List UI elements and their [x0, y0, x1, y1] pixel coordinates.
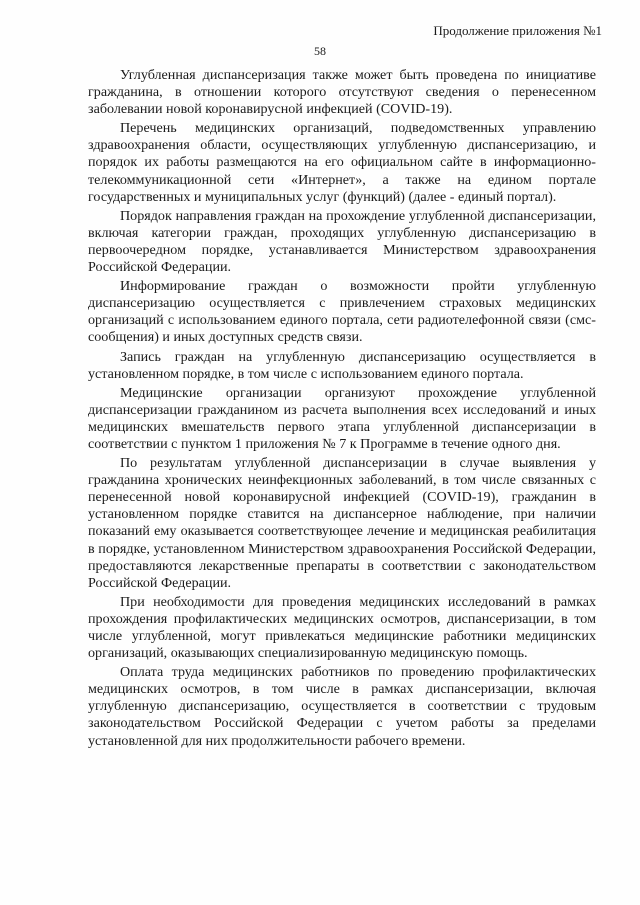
paragraph-registration: Запись граждан на углубленную диспансеризацию осуществляется в установленном порядке, в том числе с использованием единого портала. — [88, 348, 596, 382]
paragraph-one-day-examination: Медицинские организации организуют прохождение углубленной диспансеризации гражданином из расчета выполнения всех исследований и иных медицинских вмешательств первого этапа углубленной диспансеризации в соответствии с пунктом 1 приложения № 7 к Программе в течение одного дня. — [88, 384, 596, 452]
page-number: 58 — [314, 44, 326, 58]
document-body — [88, 67, 596, 750]
paragraph-specialists: При необходимости для проведения медицинских исследований в рамках прохождения профилактических медицинских осмотров, диспансеризации, в том числе углубленной, могут привлекаться медицинские работники медицинских организаций, оказывающих специализированную медицинскую помощь. — [88, 593, 596, 662]
paragraph-informing: Информирование граждан о возможности пройти углубленную диспансеризацию осуществляется с привлечением страховых медицинских организаций с использованием единого портала, сети радиотелефонной связи (смс-сообщения) и иных доступных средств связи. — [88, 278, 596, 346]
paragraph-initiative: Углубленная диспансеризация также может быть проведена по инициативе гражданина, в отношении которого отсутствуют сведения о перенесенном заболевании новой коронавирусной инфекцией (COVID-19). — [88, 67, 596, 118]
appendix-continuation-note: Продолжение приложения №1 — [433, 23, 602, 38]
paragraph-organizations-list: Перечень медицинских организаций, подведомственных управлению здравоохранения области, осуществляющих углубленную диспансеризацию, и порядок их работы размещаются на его официальном сайте в информационно-телекоммуникационной сети «Интернет», а также на едином портале государственных и муниципальных услуг (функций) (далее - единый портал). — [88, 120, 596, 205]
paragraph-results: По результатам углубленной диспансеризации в случае выявления у гражданина хронических неинфекционных заболеваний, в том числе связанных с перенесенной новой коронавирусной инфекцией (COVID-19), гражданин в установленном порядке ставится на диспансерное наблюдение, при наличии показаний ему оказывается соответствующее лечение и медицинская реабилитация в порядке, установленном Министерством здравоохранения Российской Федерации, предоставляются лекарственные препараты в соответствии с законодательством Российской Федерации. — [88, 455, 596, 591]
paragraph-payment: Оплата труда медицинских работников по проведению профилактических медицинских осмотров, в том числе в рамках диспансеризации, включая углубленную диспансеризацию, осуществляется в соответствии с трудовым законодательством Российской Федерации с учетом работы за пределами установленной для них продолжительности рабочего времени. — [88, 664, 596, 749]
paragraph-referral-procedure: Порядок направления граждан на прохождение углубленной диспансеризации, включая категории граждан, проходящих углубленную диспансеризацию в первоочередном порядке, устанавливается Министерством здравоохранения Российской Федерации. — [88, 207, 596, 276]
